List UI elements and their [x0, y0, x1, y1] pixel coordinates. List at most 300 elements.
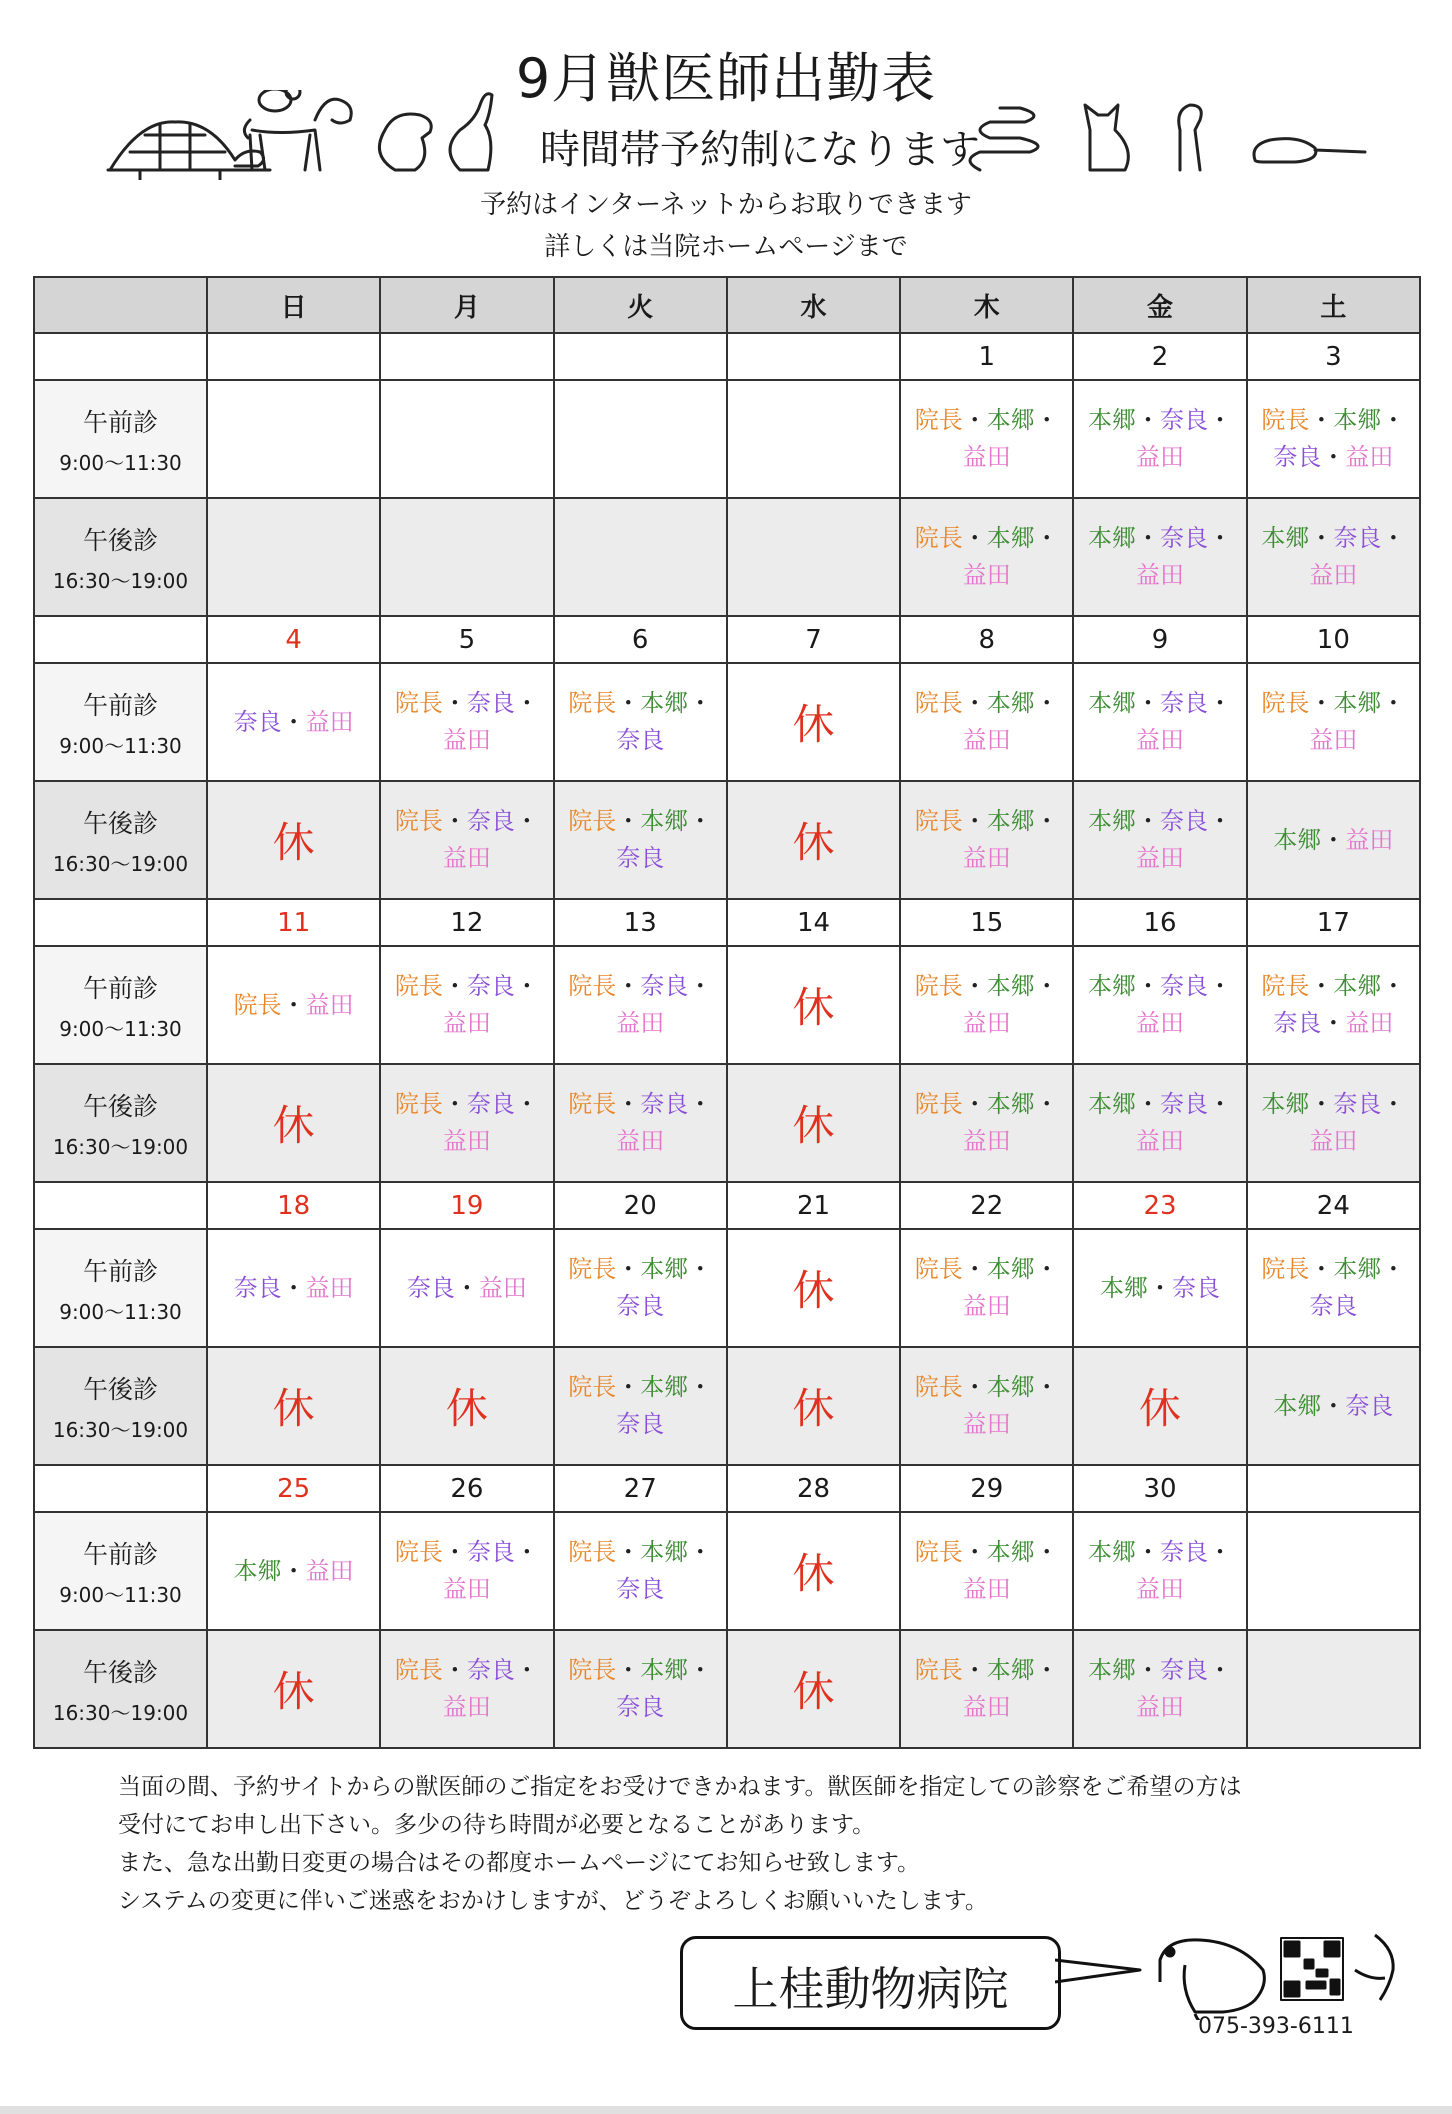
doctor-name: 本郷 — [1088, 1538, 1137, 1566]
separator-dot: ・ — [1381, 1255, 1406, 1283]
closed-mark: 休 — [445, 1384, 488, 1433]
am-row — [34, 946, 1420, 1064]
pm-row — [34, 1064, 1420, 1182]
doctor-name: 院長 — [914, 807, 963, 835]
doctor-name: 益田 — [1136, 443, 1185, 471]
dog-icon — [244, 99, 351, 170]
separator-dot: ・ — [1208, 807, 1233, 835]
doctor-name: 奈良 — [233, 1273, 282, 1302]
separator-dot: ・ — [442, 1656, 467, 1684]
separator-dot: ・ — [1321, 443, 1346, 471]
date-cell: 30 — [1073, 1465, 1246, 1512]
separator-dot: ・ — [1136, 689, 1161, 717]
doctor-name: 奈良 — [616, 726, 665, 754]
doctor-name: 奈良 — [1273, 1009, 1322, 1037]
doctor-name: 益田 — [442, 1127, 491, 1155]
doctor-name: 院長 — [914, 524, 963, 552]
separator-dot: ・ — [514, 807, 539, 835]
doctor-name: 益田 — [1345, 1009, 1394, 1037]
date-cell: 20 — [554, 1182, 727, 1229]
separator-dot: ・ — [1034, 1656, 1059, 1684]
schedule-cell — [380, 946, 553, 1064]
doctor-name: 院長 — [914, 1538, 963, 1566]
date-row-label — [34, 899, 207, 946]
schedule-cell — [727, 1347, 900, 1465]
doctor-name: 本郷 — [640, 1373, 689, 1401]
schedule-cell — [207, 781, 380, 899]
doctor-name: 益田 — [442, 726, 491, 754]
doctor-list — [1248, 685, 1419, 759]
doctor-name: 益田 — [1136, 844, 1185, 872]
page-bottom-bar — [0, 2106, 1452, 2114]
doctor-name: 奈良 — [466, 1538, 515, 1566]
schedule-cell — [554, 1064, 727, 1182]
doctor-list — [1074, 1270, 1245, 1307]
schedule-cell — [1247, 1347, 1420, 1465]
doctor-list — [901, 1086, 1072, 1160]
doctor-list — [555, 1652, 726, 1726]
am-session-label — [34, 946, 207, 1064]
doctor-list — [381, 1534, 552, 1608]
clinic-name-box — [680, 1936, 1061, 2030]
doctor-name: 益田 — [1136, 1009, 1185, 1037]
doctor-name: 益田 — [305, 707, 354, 736]
doctor-name: 益田 — [1136, 1127, 1185, 1155]
separator-dot: ・ — [281, 990, 306, 1019]
separator-dot: ・ — [1321, 1391, 1346, 1420]
doctor-list — [901, 520, 1072, 594]
doctor-name: 院長 — [568, 972, 617, 1000]
date-cell: 19 — [380, 1182, 553, 1229]
session-name: 午後診 — [82, 1657, 158, 1687]
doctor-name: 益田 — [962, 1693, 1011, 1721]
doctor-name: 院長 — [394, 1656, 443, 1684]
schedule-cell — [554, 1229, 727, 1347]
doctor-name: 益田 — [442, 1009, 491, 1037]
doctor-name: 院長 — [568, 1656, 617, 1684]
doctor-name: 院長 — [394, 1538, 443, 1566]
session-name: 午前診 — [82, 1256, 158, 1286]
separator-dot: ・ — [616, 1255, 641, 1283]
doctor-name: 本郷 — [1100, 1273, 1149, 1302]
doctor-list — [555, 1369, 726, 1443]
schedule-cell — [1073, 1229, 1246, 1347]
separator-dot: ・ — [962, 807, 987, 835]
doctor-list — [901, 1652, 1072, 1726]
date-cell: 25 — [207, 1465, 380, 1512]
separator-dot: ・ — [442, 807, 467, 835]
doctor-list — [901, 685, 1072, 759]
doctor-name: 本郷 — [233, 1556, 282, 1585]
doctor-name: 本郷 — [986, 1538, 1035, 1566]
doctor-name: 益田 — [305, 1273, 354, 1302]
schedule-cell — [1073, 380, 1246, 498]
doctor-name: 院長 — [914, 972, 963, 1000]
doctor-name: 奈良 — [1160, 1090, 1209, 1118]
doctor-name: 益田 — [962, 443, 1011, 471]
doctor-name: 院長 — [394, 972, 443, 1000]
separator-dot: ・ — [442, 972, 467, 1000]
schedule-cell — [900, 498, 1073, 616]
date-row-label — [34, 1182, 207, 1229]
date-cell: 29 — [900, 1465, 1073, 1512]
separator-dot: ・ — [616, 689, 641, 717]
date-cell: 15 — [900, 899, 1073, 946]
separator-dot: ・ — [1136, 1656, 1161, 1684]
doctor-name: 益田 — [442, 844, 491, 872]
doctor-name: 本郷 — [986, 1255, 1035, 1283]
separator-dot: ・ — [962, 406, 987, 434]
doctor-list — [555, 803, 726, 877]
doctor-list — [555, 968, 726, 1042]
schedule-cell — [1247, 781, 1420, 899]
doctor-list — [1074, 685, 1245, 759]
schedule-cell — [1073, 1064, 1246, 1182]
schedule-cell — [900, 1630, 1073, 1748]
doctor-list — [208, 1553, 379, 1590]
doctor-list — [208, 704, 379, 741]
doctor-name: 本郷 — [640, 1538, 689, 1566]
doctor-list — [381, 1270, 552, 1307]
rat-icon — [1254, 139, 1365, 162]
separator-dot: ・ — [442, 689, 467, 717]
separator-dot: ・ — [616, 972, 641, 1000]
schedule-cell — [727, 1512, 900, 1630]
doctor-list — [555, 1086, 726, 1160]
separator-dot: ・ — [688, 689, 713, 717]
page-subtitle: 時間帯予約制になります — [540, 127, 980, 173]
doctor-list — [1074, 803, 1245, 877]
separator-dot: ・ — [514, 689, 539, 717]
schedule-cell — [380, 781, 553, 899]
separator-dot: ・ — [1208, 689, 1233, 717]
doctor-list — [381, 803, 552, 877]
doctor-name: 益田 — [962, 1009, 1011, 1037]
separator-dot: ・ — [688, 1090, 713, 1118]
date-cell: 24 — [1247, 1182, 1420, 1229]
separator-dot: ・ — [616, 1090, 641, 1118]
schedule-cell — [380, 1347, 553, 1465]
doctor-name: 奈良 — [1160, 1656, 1209, 1684]
doctor-name: 益田 — [962, 561, 1011, 589]
schedule-cell — [554, 1347, 727, 1465]
doctor-name: 奈良 — [1160, 524, 1209, 552]
separator-dot: ・ — [688, 1656, 713, 1684]
doctor-name: 益田 — [1309, 561, 1358, 589]
separator-dot: ・ — [1208, 1090, 1233, 1118]
date-row-label — [34, 333, 207, 380]
closed-mark: 休 — [272, 1101, 315, 1150]
date-row — [34, 1465, 1420, 1512]
schedule-cell — [727, 663, 900, 781]
dog-logo-icon — [1160, 1940, 1264, 2012]
schedule-cell — [554, 946, 727, 1064]
date-row-label — [34, 1465, 207, 1512]
closed-mark: 休 — [792, 1384, 835, 1433]
schedule-cell — [380, 498, 553, 616]
schedule-cell — [1247, 498, 1420, 616]
doctor-name: 益田 — [962, 726, 1011, 754]
date-cell: 6 — [554, 616, 727, 663]
doctor-name: 奈良 — [616, 1693, 665, 1721]
doctor-name: 奈良 — [466, 689, 515, 717]
doctor-name: 院長 — [1261, 1255, 1310, 1283]
separator-dot: ・ — [962, 524, 987, 552]
doctor-name: 奈良 — [466, 1656, 515, 1684]
doctor-name: 院長 — [568, 1373, 617, 1401]
weekday-header: 金 — [1073, 277, 1246, 333]
doctor-name: 本郷 — [986, 1373, 1035, 1401]
doctor-list — [555, 1534, 726, 1608]
separator-dot: ・ — [1034, 1373, 1059, 1401]
doctor-name: 院長 — [914, 1656, 963, 1684]
reservation-note: 予約はインターネットからお取りできます — [480, 190, 972, 220]
separator-dot: ・ — [962, 689, 987, 717]
schedule-cell — [207, 1347, 380, 1465]
doctor-name: 本郷 — [1088, 972, 1137, 1000]
doctor-name: 奈良 — [616, 1410, 665, 1438]
doctor-name: 益田 — [1309, 1127, 1358, 1155]
session-name: 午後診 — [82, 808, 158, 838]
doctor-name: 益田 — [616, 1127, 665, 1155]
doctor-name: 奈良 — [1160, 406, 1209, 434]
date-cell: 2 — [1073, 333, 1246, 380]
date-cell: 7 — [727, 616, 900, 663]
separator-dot: ・ — [1034, 524, 1059, 552]
schedule-cell — [207, 498, 380, 616]
am-row — [34, 1229, 1420, 1347]
doctor-list — [901, 402, 1072, 476]
date-cell: 3 — [1247, 333, 1420, 380]
doctor-name: 奈良 — [1160, 1538, 1209, 1566]
doctor-name: 院長 — [394, 807, 443, 835]
date-cell: 5 — [380, 616, 553, 663]
separator-dot: ・ — [962, 1538, 987, 1566]
separator-dot: ・ — [1309, 1255, 1334, 1283]
closed-mark: 休 — [792, 983, 835, 1032]
doctor-list — [1248, 968, 1419, 1042]
schedule-cell — [1073, 1512, 1246, 1630]
session-time: 9:00〜11:30 — [59, 733, 182, 758]
schedule-cell — [727, 946, 900, 1064]
session-time: 16:30〜19:00 — [52, 1417, 189, 1442]
doctor-name: 本郷 — [640, 1656, 689, 1684]
doctor-name: 益田 — [962, 1575, 1011, 1603]
schedule-cell — [380, 1512, 553, 1630]
date-cell: 11 — [207, 899, 380, 946]
schedule-cell — [1247, 1064, 1420, 1182]
separator-dot: ・ — [514, 972, 539, 1000]
doctor-list — [1074, 1652, 1245, 1726]
schedule-cell — [1247, 1630, 1420, 1748]
doctor-list — [1248, 402, 1419, 476]
doctor-name: 本郷 — [986, 524, 1035, 552]
schedule-cell — [900, 1347, 1073, 1465]
separator-dot: ・ — [962, 1090, 987, 1118]
doctor-list — [208, 1270, 379, 1307]
doctor-name: 奈良 — [1333, 524, 1382, 552]
doctor-name: 本郷 — [986, 1656, 1035, 1684]
doctor-list — [1074, 1086, 1245, 1160]
doctor-list — [1074, 520, 1245, 594]
separator-dot: ・ — [962, 972, 987, 1000]
date-cell: 9 — [1073, 616, 1246, 663]
doctor-name: 院長 — [914, 1373, 963, 1401]
separator-dot: ・ — [281, 1273, 306, 1302]
bird-icon — [259, 90, 300, 111]
separator-dot: ・ — [281, 1556, 306, 1585]
doctor-name: 院長 — [568, 689, 617, 717]
doctor-name: 奈良 — [466, 972, 515, 1000]
doctor-name: 院長 — [394, 1090, 443, 1118]
date-cell: 16 — [1073, 899, 1246, 946]
separator-dot: ・ — [1381, 689, 1406, 717]
schedule-cell — [207, 380, 380, 498]
doctor-name: 本郷 — [1261, 1090, 1310, 1118]
separator-dot: ・ — [616, 807, 641, 835]
separator-dot: ・ — [1208, 1538, 1233, 1566]
doctor-name: 本郷 — [1088, 406, 1137, 434]
session-name: 午前診 — [82, 407, 158, 437]
doctor-list — [381, 1086, 552, 1160]
schedule-cell — [207, 663, 380, 781]
doctor-name: 院長 — [568, 1255, 617, 1283]
date-cell: 23 — [1073, 1182, 1246, 1229]
pm-session-label — [34, 781, 207, 899]
pm-row — [34, 1630, 1420, 1748]
separator-dot: ・ — [1148, 1273, 1173, 1302]
doctor-name: 益田 — [1309, 726, 1358, 754]
session-time: 16:30〜19:00 — [52, 1134, 189, 1159]
footer-line: 当面の間、予約サイトからの獣医師のご指定をお受けできかねます。獣医師を指定しての診察をご希望の方は — [118, 1774, 1242, 1800]
closed-mark: 休 — [792, 818, 835, 867]
schedule-cell — [727, 498, 900, 616]
doctor-name: 益田 — [1136, 1575, 1185, 1603]
doctor-list — [1074, 1534, 1245, 1608]
schedule-cell — [900, 1512, 1073, 1630]
schedule-cell — [380, 1229, 553, 1347]
doctor-name: 奈良 — [616, 1575, 665, 1603]
date-cell: 27 — [554, 1465, 727, 1512]
doctor-name: 本郷 — [640, 1255, 689, 1283]
date-cell — [380, 333, 553, 380]
weekday-header: 月 — [380, 277, 553, 333]
doctor-name: 本郷 — [986, 689, 1035, 717]
date-cell: 12 — [380, 899, 553, 946]
separator-dot: ・ — [514, 1090, 539, 1118]
separator-dot: ・ — [1321, 1009, 1346, 1037]
doctor-name: 益田 — [478, 1273, 527, 1302]
date-cell — [554, 333, 727, 380]
schedule-cell — [1073, 781, 1246, 899]
session-name: 午後診 — [82, 1374, 158, 1404]
date-row — [34, 1182, 1420, 1229]
doctor-name: 益田 — [616, 1009, 665, 1037]
schedule-cell — [900, 946, 1073, 1064]
doctor-list — [381, 1652, 552, 1726]
separator-dot: ・ — [1381, 406, 1406, 434]
schedule-cell — [554, 1630, 727, 1748]
clinic-phone: 075-393-6111 — [1198, 2014, 1354, 2039]
footer-line: また、急な出勤日変更の場合はその都度ホームページにてお知らせ致します。 — [118, 1850, 921, 1876]
separator-dot: ・ — [1381, 1090, 1406, 1118]
separator-dot: ・ — [1381, 972, 1406, 1000]
separator-dot: ・ — [616, 1538, 641, 1566]
doctor-name: 本郷 — [1088, 807, 1137, 835]
qr-code-icon — [1281, 1938, 1343, 2000]
date-cell: 21 — [727, 1182, 900, 1229]
schedule-cell — [380, 380, 553, 498]
separator-dot: ・ — [442, 1090, 467, 1118]
am-row — [34, 1512, 1420, 1630]
separator-dot: ・ — [1136, 524, 1161, 552]
separator-dot: ・ — [1381, 524, 1406, 552]
doctor-list — [1248, 822, 1419, 859]
doctor-list — [381, 685, 552, 759]
separator-dot: ・ — [1136, 406, 1161, 434]
doctor-name: 奈良 — [1273, 443, 1322, 471]
separator-dot: ・ — [1034, 689, 1059, 717]
pm-row — [34, 498, 1420, 616]
doctor-name: 奈良 — [466, 1090, 515, 1118]
footer-line: システムの変更に伴いご迷惑をおかけしますが、どうぞよろしくお願いいたします。 — [118, 1888, 988, 1914]
doctor-name: 本郷 — [1088, 1090, 1137, 1118]
doctor-list — [381, 968, 552, 1042]
schedule-cell — [380, 1630, 553, 1748]
doctor-list — [901, 1369, 1072, 1443]
separator-dot: ・ — [514, 1538, 539, 1566]
session-name: 午前診 — [82, 690, 158, 720]
doctor-name: 本郷 — [1273, 825, 1322, 854]
session-name: 午後診 — [82, 525, 158, 555]
schedule-cell — [554, 781, 727, 899]
homepage-note: 詳しくは当院ホームページまで — [544, 232, 908, 262]
doctor-name: 益田 — [962, 1292, 1011, 1320]
am-session-label — [34, 380, 207, 498]
closed-mark: 休 — [272, 818, 315, 867]
doctor-list — [1248, 1251, 1419, 1325]
closed-mark: 休 — [792, 700, 835, 749]
closed-mark: 休 — [792, 1549, 835, 1598]
doctor-list — [901, 803, 1072, 877]
separator-dot: ・ — [514, 1656, 539, 1684]
session-name: 午前診 — [82, 973, 158, 1003]
session-time: 16:30〜19:00 — [52, 851, 189, 876]
doctor-name: 本郷 — [986, 972, 1035, 1000]
closed-mark: 休 — [792, 1101, 835, 1150]
doctor-list — [1248, 1388, 1419, 1425]
doctor-name: 院長 — [568, 1538, 617, 1566]
doctor-name: 奈良 — [616, 844, 665, 872]
schedule-cell — [1073, 1630, 1246, 1748]
separator-dot: ・ — [962, 1255, 987, 1283]
date-row-label — [34, 616, 207, 663]
separator-dot: ・ — [688, 972, 713, 1000]
doctor-name: 院長 — [914, 689, 963, 717]
rabbit-icon — [450, 94, 492, 170]
date-cell: 22 — [900, 1182, 1073, 1229]
separator-dot: ・ — [962, 1656, 987, 1684]
doctor-name: 院長 — [233, 990, 282, 1019]
schedule-cell — [380, 1064, 553, 1182]
doctor-name: 奈良 — [640, 972, 689, 1000]
schedule-cell — [1073, 1347, 1246, 1465]
separator-dot: ・ — [1034, 406, 1059, 434]
separator-dot: ・ — [616, 1373, 641, 1401]
separator-dot: ・ — [1034, 807, 1059, 835]
date-cell: 10 — [1247, 616, 1420, 663]
doctor-name: 院長 — [914, 406, 963, 434]
